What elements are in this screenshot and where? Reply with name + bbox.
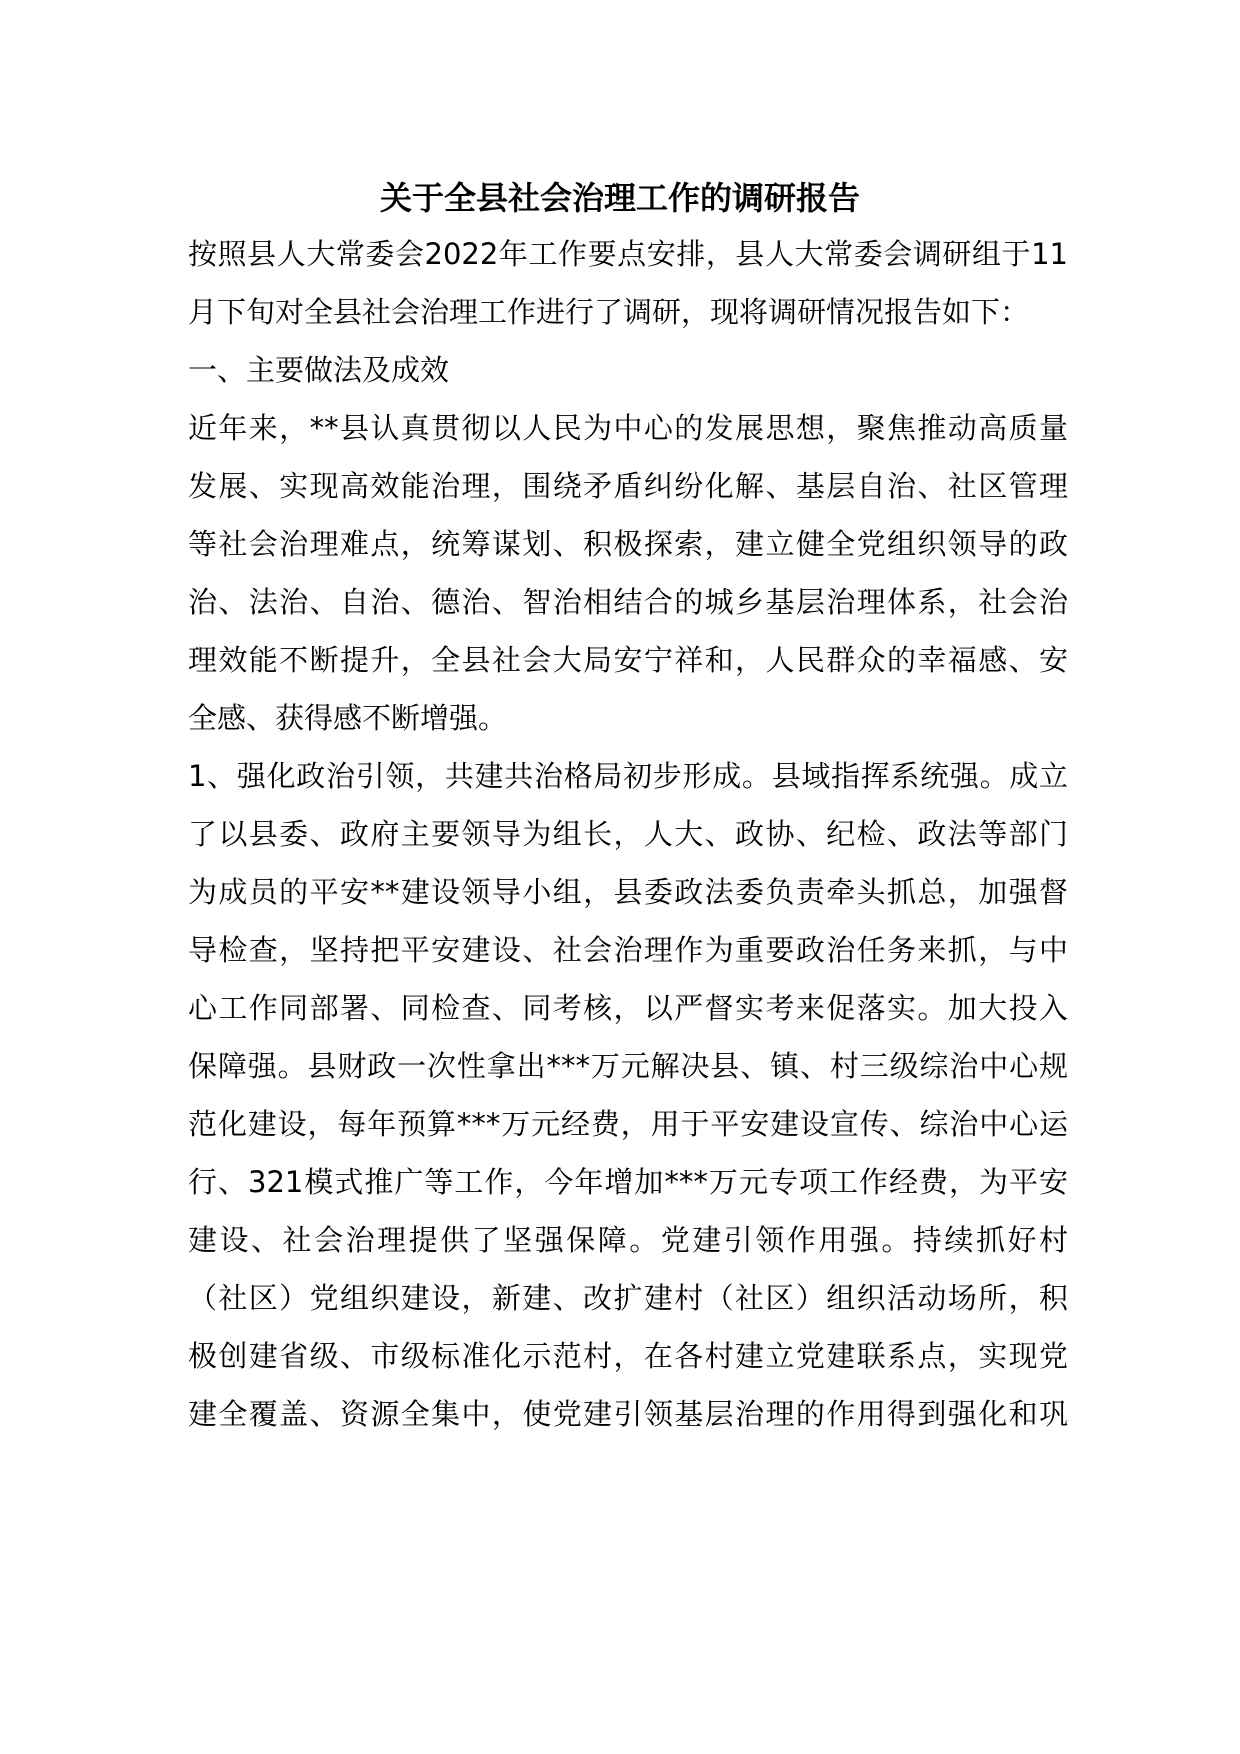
paragraph-line: 行、321模式推广等工作，今年增加***万元专项工作经费，为平安 — [188, 1165, 1068, 1199]
paragraph-line: 按照县人大常委会2022年工作要点安排，县人大常委会调研组于11 — [188, 237, 1068, 271]
paragraph-line: 了以县委、政府主要领导为组长，人大、政协、纪检、政法等部门 — [188, 817, 1068, 851]
paragraph-line: 为成员的平安**建设领导小组，县委政法委负责牵头抓总，加强督 — [188, 875, 1068, 909]
paragraph-line: 保障强。县财政一次性拿出***万元解决县、镇、村三级综治中心规 — [188, 1049, 1068, 1083]
paragraph-line: 极创建省级、市级标准化示范村，在各村建立党建联系点，实现党 — [188, 1339, 1068, 1373]
paragraph-line: 理效能不断提升，全县社会大局安宁祥和，人民群众的幸福感、安 — [188, 643, 1068, 677]
paragraph-line: 心工作同部署、同检查、同考核，以严督实考来促落实。加大投入 — [188, 991, 1068, 1025]
paragraph-line: 近年来，**县认真贯彻以人民为中心的发展思想，聚焦推动高质量 — [188, 411, 1068, 445]
paragraph-line: 建设、社会治理提供了坚强保障。党建引领作用强。持续抓好村 — [188, 1223, 1068, 1257]
document-title: 关于全县社会治理工作的调研报告 — [379, 179, 860, 217]
paragraph-line: 1、强化政治引领，共建共治格局初步形成。县域指挥系统强。成立 — [188, 759, 1068, 793]
section-heading: 一、主要做法及成效 — [188, 353, 450, 387]
paragraph-line: 月下旬对全县社会治理工作进行了调研，现将调研情况报告如下： — [188, 295, 1030, 329]
paragraph-line: （社区）党组织建设，新建、改扩建村（社区）组织活动场所，积 — [188, 1281, 1068, 1315]
paragraph-line: 导检查，坚持把平安建设、社会治理作为重要政治任务来抓，与中 — [188, 933, 1068, 967]
paragraph-line: 等社会治理难点，统筹谋划、积极探索，建立健全党组织领导的政 — [188, 527, 1068, 561]
paragraph-line: 发展、实现高效能治理，围绕矛盾纠纷化解、基层自治、社区管理 — [188, 469, 1068, 503]
paragraph-line: 治、法治、自治、德治、智治相结合的城乡基层治理体系，社会治 — [188, 585, 1068, 619]
paragraph-line: 范化建设，每年预算***万元经费，用于平安建设宣传、综治中心运 — [188, 1107, 1068, 1141]
paragraph-line: 建全覆盖、资源全集中，使党建引领基层治理的作用得到强化和巩 — [188, 1397, 1068, 1431]
paragraph-line: 全感、获得感不断增强。 — [188, 701, 508, 735]
